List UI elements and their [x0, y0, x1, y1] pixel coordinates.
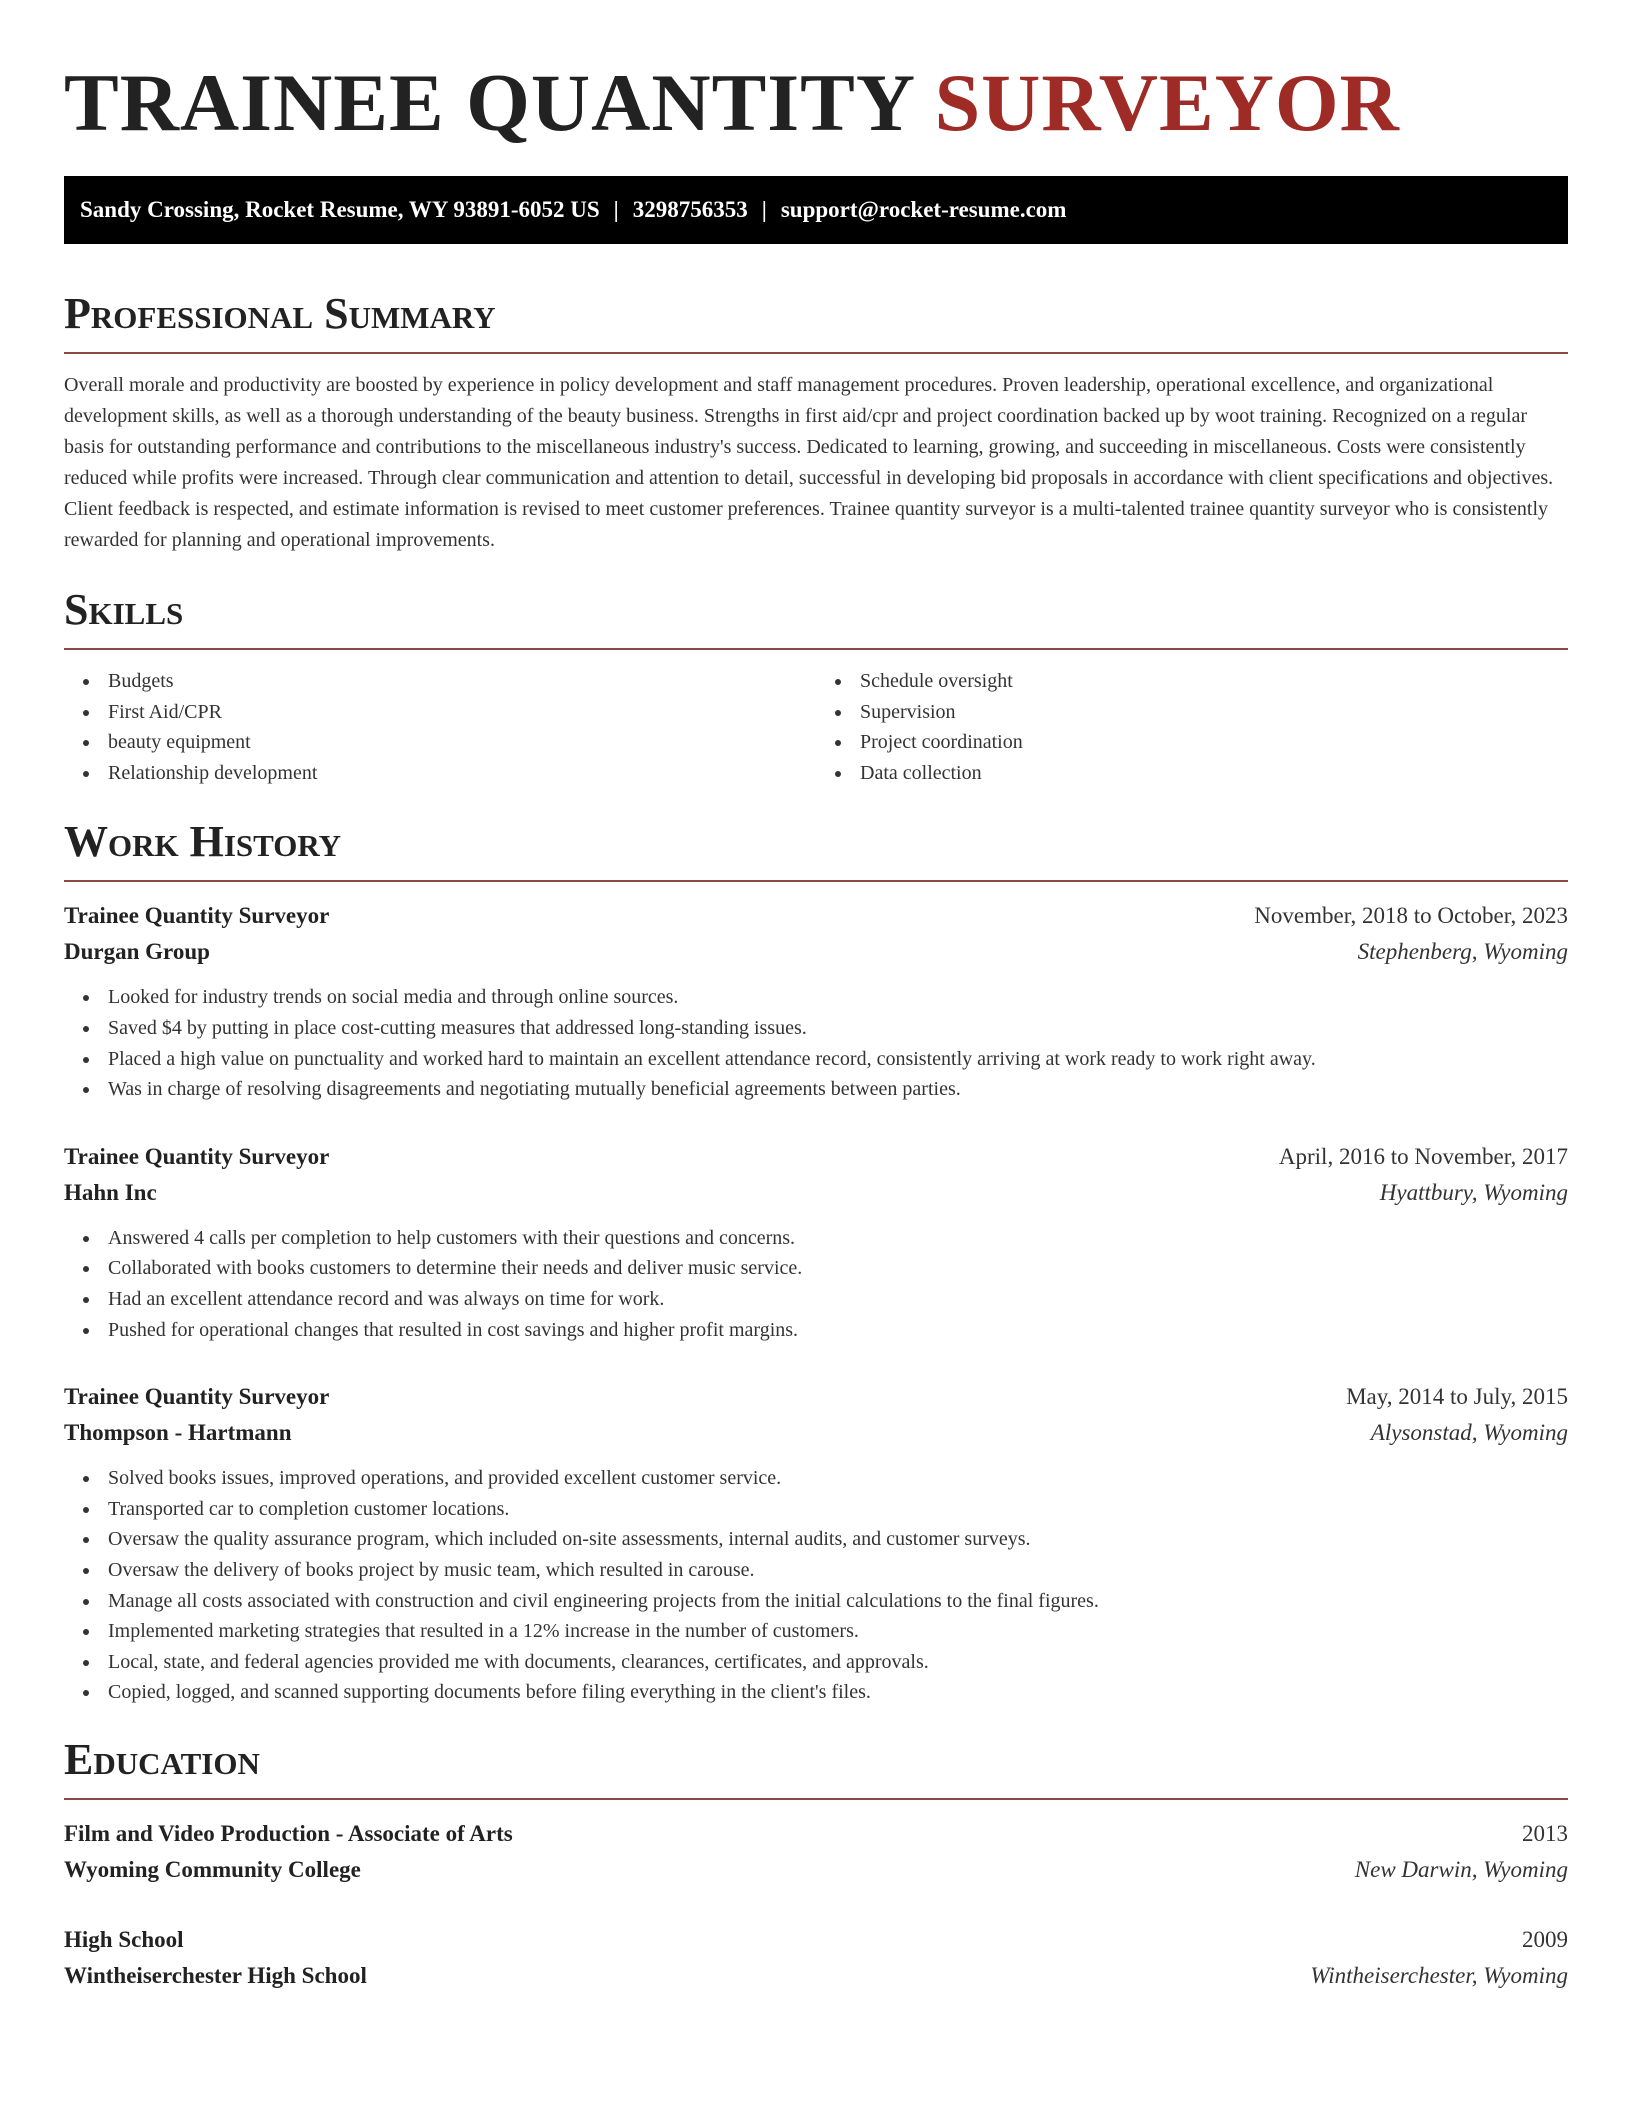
education-school: Wintheiserchester High School	[64, 1962, 367, 1988]
summary-heading: Professional Summary	[64, 288, 1568, 354]
skill-item: Supervision	[860, 697, 1568, 728]
job-location: Hyattbury, Wyoming	[1379, 1179, 1568, 1205]
education-heading: Education	[64, 1734, 1568, 1800]
education-degree-row	[64, 1816, 1568, 1852]
job-company: Hahn Inc	[64, 1179, 157, 1205]
title-main: TRAINEE QUANTITY	[64, 57, 914, 148]
job-bullet: Local, state, and federal agencies provided me with documents, clearances, certificates, and approvals.	[108, 1647, 1568, 1678]
education-school-row	[64, 1852, 1568, 1888]
education-degree: High School	[64, 1926, 184, 1952]
job-title: Trainee Quantity Surveyor	[64, 903, 330, 929]
contact-phone: 3298756353	[632, 197, 748, 222]
job-title: Trainee Quantity Surveyor	[64, 1384, 330, 1410]
work-history-heading: Work History	[64, 816, 1568, 882]
education-section	[64, 1734, 1568, 1994]
job-title: Trainee Quantity Surveyor	[64, 1143, 330, 1169]
skill-item: Data collection	[860, 758, 1568, 789]
resume-title	[64, 0, 1568, 148]
summary-text: Overall morale and productivity are boosted by experience in policy development and staff management procedures. Proven leadership, operational excellence, and organizational development skills, as well as a thorough understanding of the beauty business. Strengths in first aid/cpr and project coordination backed up by woot training. Recognized on a regular basis for outstanding performance and contributions to the miscellaneous industry's success. Dedicated to learning, growing, and succeeding in miscellaneous. Costs were consistently reduced while profits were increased. Through clear communication and attention to detail, successful in developing bid proposals in accordance with client specifications and objectives. Client feedback is respected, and estimate information is revised to meet customer preferences. Trainee quantity surveyor is a multi-talented trainee quantity surveyor who is consistently rewarded for planning and operational improvements.	[64, 374, 1554, 551]
job-bullet: Looked for industry trends on social media and through online sources.	[108, 982, 1568, 1013]
job-bullet: Oversaw the quality assurance program, which included on-site assessments, internal audits, and customer surveys.	[108, 1524, 1568, 1555]
summary-section	[64, 288, 1568, 556]
job-dates: November, 2018 to October, 2023	[1254, 903, 1568, 929]
education-school: Wyoming Community College	[64, 1856, 361, 1882]
skill-item: Schedule oversight	[860, 666, 1568, 697]
job-bullet: Saved $4 by putting in place cost-cutting measures that addressed long-standing issues.	[108, 1013, 1568, 1044]
job-bullet: Oversaw the delivery of books project by music team, which resulted in carouse.	[108, 1555, 1568, 1586]
job-bullet: Manage all costs associated with construction and civil engineering projects from the initial calculations to the final figures.	[108, 1586, 1568, 1617]
job-bullet: Solved books issues, improved operations, and provided excellent customer service.	[108, 1463, 1568, 1494]
skills-heading: Skills	[64, 584, 1568, 650]
education-year: 2013	[1522, 1820, 1568, 1846]
job-bullet: Answered 4 calls per completion to help customers with their questions and concerns.	[108, 1223, 1568, 1254]
job-bullet: Pushed for operational changes that resulted in cost savings and higher profit margins.	[108, 1315, 1568, 1346]
contact-separator: |	[761, 197, 767, 222]
job-dates: May, 2014 to July, 2015	[1346, 1384, 1568, 1410]
job-bullet: Collaborated with books customers to determine their needs and deliver music service.	[108, 1253, 1568, 1284]
job-bullets	[64, 1223, 1568, 1345]
job-bullets	[64, 1463, 1568, 1708]
education-entry	[64, 1922, 1568, 1994]
skills-section	[64, 584, 1568, 788]
job-company-row	[64, 934, 1568, 970]
education-school-row	[64, 1958, 1568, 1994]
job-entry	[64, 1379, 1568, 1708]
contact-separator: |	[613, 197, 619, 222]
job-entry	[64, 898, 1568, 1104]
job-title-row	[64, 1379, 1568, 1415]
job-company-row	[64, 1415, 1568, 1451]
education-entry	[64, 1816, 1568, 1888]
job-location: Stephenberg, Wyoming	[1357, 939, 1568, 965]
contact-email: support@rocket-resume.com	[780, 197, 1067, 222]
skill-item: Project coordination	[860, 727, 1568, 758]
education-location: Wintheiserchester, Wyoming	[1310, 1962, 1568, 1988]
skill-item: Relationship development	[108, 758, 816, 789]
job-bullet: Had an excellent attendance record and was always on time for work.	[108, 1284, 1568, 1315]
education-location: New Darwin, Wyoming	[1354, 1856, 1568, 1882]
skill-item: First Aid/CPR	[108, 697, 816, 728]
education-degree: Film and Video Production - Associate of Arts	[64, 1820, 513, 1846]
job-title-row	[64, 1139, 1568, 1175]
education-degree-row	[64, 1922, 1568, 1958]
contact-address: Sandy Crossing, Rocket Resume, WY 93891-6052 US	[80, 197, 600, 222]
job-bullets	[64, 982, 1568, 1104]
job-entry	[64, 1139, 1568, 1345]
job-bullet: Was in charge of resolving disagreements and negotiating mutually beneficial agreements between parties.	[108, 1074, 1568, 1105]
skill-item: Budgets	[108, 666, 816, 697]
job-company-row	[64, 1175, 1568, 1211]
job-company: Durgan Group	[64, 939, 210, 965]
job-bullet: Copied, logged, and scanned supporting documents before filing everything in the client's files.	[108, 1677, 1568, 1708]
education-year: 2009	[1522, 1926, 1568, 1952]
skill-item: beauty equipment	[108, 727, 816, 758]
job-bullet: Implemented marketing strategies that resulted in a 12% increase in the number of customers.	[108, 1616, 1568, 1647]
job-title-row	[64, 898, 1568, 934]
job-dates: April, 2016 to November, 2017	[1278, 1143, 1568, 1169]
skills-grid	[64, 666, 1568, 788]
skills-list-left	[64, 666, 816, 788]
job-location: Alysonstad, Wyoming	[1370, 1420, 1568, 1446]
job-company: Thompson - Hartmann	[64, 1420, 292, 1446]
job-bullet: Placed a high value on punctuality and worked hard to maintain an excellent attendance record, consistently arriving at work ready to work right away.	[108, 1044, 1568, 1075]
skills-list-right	[816, 666, 1568, 788]
job-bullet: Transported car to completion customer locations.	[108, 1494, 1568, 1525]
contact-bar	[64, 176, 1568, 244]
title-accent: SURVEYOR	[934, 57, 1400, 148]
work-history-section	[64, 816, 1568, 1708]
